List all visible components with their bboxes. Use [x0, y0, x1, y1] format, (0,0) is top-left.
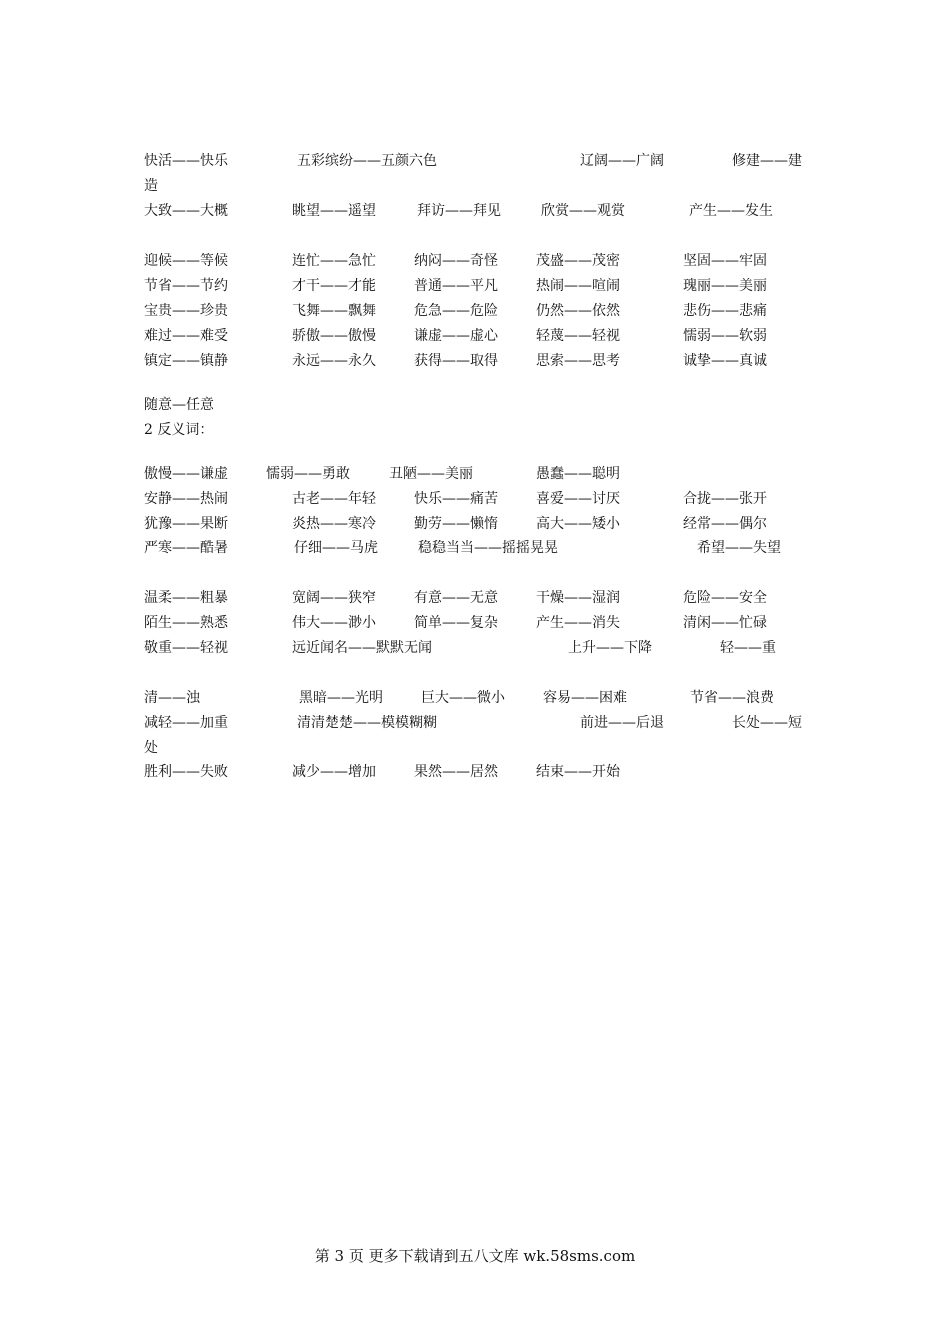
- word-pair: 合拢——张开: [683, 491, 767, 507]
- word-pair: 茂盛——茂密: [536, 253, 620, 269]
- word-pair: 干燥——湿润: [536, 590, 620, 606]
- word-pair: 普通——平凡: [414, 278, 498, 294]
- word-pair: 五彩缤纷——五颜六色: [297, 153, 437, 169]
- word-pair: 经常——偶尔: [683, 516, 767, 532]
- word-pair: 修建——建: [732, 153, 802, 169]
- word-pair: 仔细——马虎: [294, 540, 378, 556]
- word-pair: 快活——快乐: [144, 153, 228, 169]
- word-pair: 辽阔——广阔: [580, 153, 664, 169]
- word-pair: 懦弱——勇敢: [266, 466, 350, 482]
- word-pair: 古老——年轻: [292, 491, 376, 507]
- word-pair-continuation: 造: [144, 178, 158, 194]
- word-pair: 宝贵——珍贵: [144, 303, 228, 319]
- word-pair: 喜爱——讨厌: [536, 491, 620, 507]
- word-pair: 傲慢——谦虚: [144, 466, 228, 482]
- word-pair: 清——浊: [144, 690, 200, 706]
- word-pair: 思索——思考: [536, 353, 620, 369]
- word-pair: 镇定——镇静: [144, 353, 228, 369]
- word-pair: 长处——短: [732, 715, 802, 731]
- word-pair: 诚挚——真诚: [683, 353, 767, 369]
- word-pair: 容易——困难: [543, 690, 627, 706]
- word-pair: 快乐——痛苦: [414, 491, 498, 507]
- word-pair: 难过——难受: [144, 328, 228, 344]
- word-pair: 清闲——忙碌: [683, 615, 767, 631]
- word-pair: 严寒——酷暑: [144, 540, 228, 556]
- word-pair: 危险——安全: [683, 590, 767, 606]
- word-pair: 骄傲——傲慢: [292, 328, 376, 344]
- word-pair: 黑暗——光明: [299, 690, 383, 706]
- word-pair: 获得——取得: [414, 353, 498, 369]
- word-pair: 减轻——加重: [144, 715, 228, 731]
- word-pair: 轻——重: [720, 640, 776, 656]
- word-pair: 连忙——急忙: [292, 253, 376, 269]
- word-pair: 前进——后退: [580, 715, 664, 731]
- word-pair: 远近闻名——默默无闻: [292, 640, 432, 656]
- word-pair: 上升——下降: [568, 640, 652, 656]
- word-pair: 宽阔——狭窄: [292, 590, 376, 606]
- word-pair: 伟大——渺小: [292, 615, 376, 631]
- section-heading: 2 反义词：: [144, 422, 214, 438]
- word-pair: 炎热——寒冷: [292, 516, 376, 532]
- page-footer: 第 3 页 更多下载请到五八文库 wk.58sms.com: [314, 1247, 636, 1265]
- word-pair: 有意——无意: [414, 590, 498, 606]
- word-pair: 瑰丽——美丽: [683, 278, 767, 294]
- word-pair: 节省——节约: [144, 278, 228, 294]
- word-pair: 坚固——牢固: [683, 253, 767, 269]
- word-pair: 果然——居然: [414, 764, 498, 780]
- word-pair: 轻蔑——轻视: [536, 328, 620, 344]
- word-pair: 结束——开始: [536, 764, 620, 780]
- word-pair: 犹豫——果断: [144, 516, 228, 532]
- word-pair: 悲伤——悲痛: [683, 303, 767, 319]
- word-pair: 纳闷——奇怪: [414, 253, 498, 269]
- word-pair: 胜利——失败: [144, 764, 228, 780]
- word-pair: 随意—任意: [144, 397, 214, 413]
- word-pair: 产生——消失: [536, 615, 620, 631]
- word-pair: 简单——复杂: [414, 615, 498, 631]
- word-pair: 仍然——依然: [536, 303, 620, 319]
- word-pair: 丑陋——美丽: [389, 466, 473, 482]
- word-pair: 陌生——熟悉: [144, 615, 228, 631]
- word-pair: 迎候——等候: [144, 253, 228, 269]
- word-pair: 懦弱——软弱: [683, 328, 767, 344]
- word-pair: 愚蠢——聪明: [536, 466, 620, 482]
- word-pair-continuation: 处: [144, 740, 158, 756]
- word-pair: 稳稳当当——摇摇晃晃: [418, 540, 558, 556]
- word-pair: 温柔——粗暴: [144, 590, 228, 606]
- word-pair: 产生——发生: [689, 203, 773, 219]
- word-pair: 勤劳——懒惰: [414, 516, 498, 532]
- word-pair: 欣赏——观赏: [541, 203, 625, 219]
- word-pair: 大致——大概: [144, 203, 228, 219]
- word-pair: 永远——永久: [292, 353, 376, 369]
- word-pair: 安静——热闹: [144, 491, 228, 507]
- word-pair: 谦虚——虚心: [414, 328, 498, 344]
- word-pair: 热闹——喧闹: [536, 278, 620, 294]
- word-pair: 节省——浪费: [690, 690, 774, 706]
- word-pair: 拜访——拜见: [417, 203, 501, 219]
- word-pair: 希望——失望: [697, 540, 781, 556]
- word-pair: 飞舞——飘舞: [292, 303, 376, 319]
- word-pair: 减少——增加: [292, 764, 376, 780]
- word-pair: 敬重——轻视: [144, 640, 228, 656]
- word-pair: 巨大——微小: [421, 690, 505, 706]
- word-pair: 高大——矮小: [536, 516, 620, 532]
- word-pair: 清清楚楚——模模糊糊: [297, 715, 437, 731]
- word-pair: 危急——危险: [414, 303, 498, 319]
- word-pair: 才干——才能: [292, 278, 376, 294]
- word-pair: 眺望——遥望: [292, 203, 376, 219]
